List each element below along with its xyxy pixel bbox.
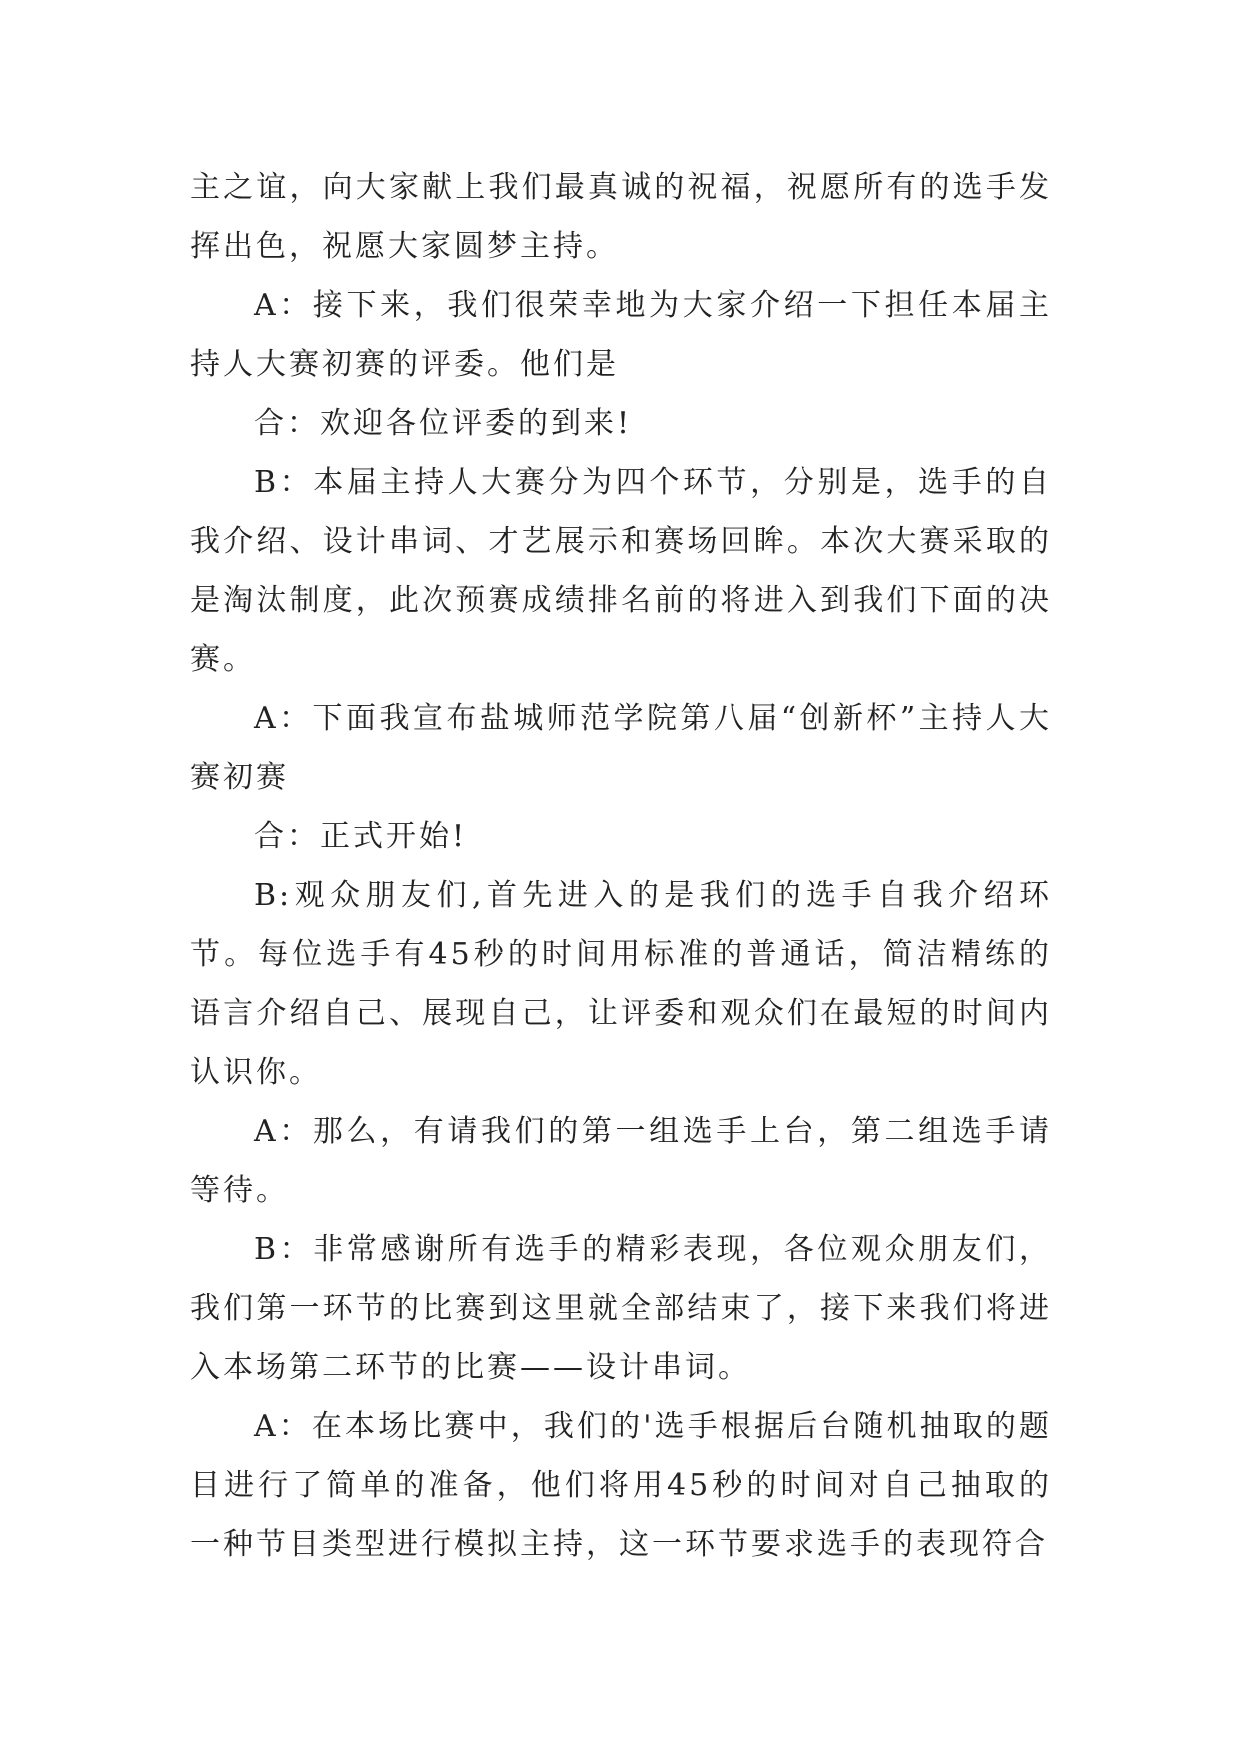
paragraph-self-intro-segment: B:观众朋友们,首先进入的是我们的选手自我介绍环节。每位选手有45秒的时间用标准的普通话，简洁精练的语言介绍自己、展现自己，让评委和观众们在最短的时间内认识你。 (190, 878, 1052, 1090)
paragraph-hosting-simulation: A：在本场比赛中，我们的'选手根据后台随机抽取的题目进行了简单的准备，他们将用45秒的时间对自己抽取的一种节目类型进行模拟主持，这一环节要求选手的表现符合 (190, 1409, 1052, 1562)
paragraph-welcome-judges: 合：欢迎各位评委的到来! (254, 406, 633, 441)
paragraph-judges-intro: A：接下来，我们很荣幸地为大家介绍一下担任本届主持人大赛初赛的评委。他们是 (190, 288, 1052, 382)
paragraph-closing-blessing: 主之谊，向大家献上我们最真诚的祝福，祝愿所有的选手发挥出色，祝愿大家圆梦主持。 (190, 170, 1052, 264)
document-body (190, 158, 1052, 1574)
paragraph-official-start: 合：正式开始! (254, 819, 468, 854)
paragraph-announce-start: A：下面我宣布盐城师范学院第八届“创新杯”主持人大赛初赛 (190, 701, 1052, 795)
paragraph-segment-transition: B：非常感谢所有选手的精彩表现，各位观众朋友们，我们第一环节的比赛到这里就全部结束了，接下来我们将进入本场第二环节的比赛——设计串词。 (190, 1232, 1052, 1385)
paragraph-contest-segments: B：本届主持人大赛分为四个环节，分别是，选手的自我介绍、设计串词、才艺展示和赛场回眸。本次大赛采取的是淘汰制度，此次预赛成绩排名前的将进入到我们下面的决赛。 (190, 465, 1052, 677)
paragraph-first-group: A：那么，有请我们的第一组选手上台，第二组选手请等待。 (190, 1114, 1052, 1208)
